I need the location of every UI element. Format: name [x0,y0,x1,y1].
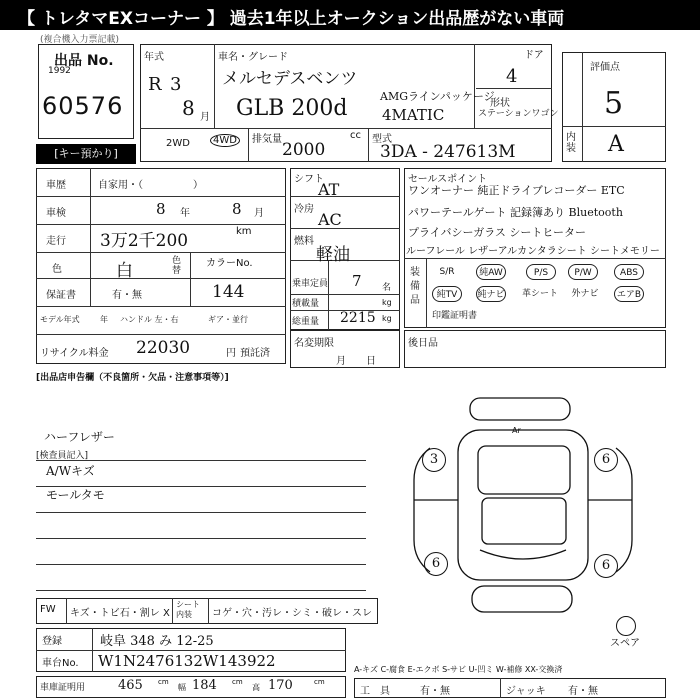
jack-value: 有・無 [568,686,598,697]
mileage: 3万2千200 [100,231,189,251]
equip-ext-navi: 外ナビ [571,289,599,299]
inspector-line-1: ハーフレザー [44,430,115,444]
doors: 4 [506,66,518,87]
report-header: [出品店申告欄（不良箇所・欠品・注意事項等）] [36,373,229,383]
plate-label: 登録 [42,636,62,647]
lot-note: (複合機入力票記載) [40,35,120,45]
sales-line-1: ワンオーナー 純正ドライブレコーダー ETC [408,184,625,197]
interior-grade: A [608,132,624,157]
ac: AC [318,210,342,229]
weight: 2215 [340,310,376,326]
drive-2wd: 2WD [166,138,190,149]
equip-tv: 純TV [432,286,462,302]
lot-sub: 1992 [48,66,71,76]
warranty-value: 有・無 [112,290,142,301]
equip-abs: ABS [614,264,644,280]
drive-type: 4MATIC [382,106,445,124]
damage-legend: A-キズ C-腐食 E-エクボ S-サビ U-凹ミ W-補修 XX-交換済 [354,665,563,674]
seal-label: 印鑑証明書 [432,311,478,321]
name-label: 車名・グレード [218,52,288,63]
grade-score: 5 [604,86,624,121]
color-no-label: カラーNo. [206,258,253,269]
year-label: 年式 [144,52,164,63]
recycle-unit: 円 [226,348,236,359]
name-change-label: 名変期限 [294,338,334,349]
load-label: 積載量 [292,299,320,309]
inspector-line-2: A/Wキズ [46,464,95,478]
displacement: 2000 [282,140,326,160]
width-value: 184 [192,678,217,693]
height-unit: cm [314,678,325,686]
shift-label: シフト [294,174,324,185]
seat-options: コゲ・穴・汚レ・シミ・破レ・スレ [212,608,372,619]
sales-line-3: プライバシーガラス シートヒーター [408,226,586,239]
year: 3 [170,74,182,95]
interior-label: 内装 [566,132,576,154]
seat-label: シート内装 [176,600,200,619]
fw-label: FW [40,604,56,615]
sales-line-2: パワーテールゲート 記録簿あり Bluetooth [408,206,623,219]
ar-label: Ar [512,426,521,435]
vehicle-name: メルセデスベンツ [222,69,358,89]
width-label: 幅 [178,683,186,692]
equip-navi: 純ナビ [476,286,506,302]
mark-fr-text: 6 [601,452,611,467]
lot-number: 60576 [42,92,124,120]
tools-label: 工 具 [360,686,390,697]
history-value: 自家用・（ ） [98,180,203,191]
handle-label: ハンドル 左・右 [120,315,179,324]
inspector-line-3: モールタモ [46,488,105,502]
inspection-month: 8 [232,200,242,218]
type-label: 型式 [372,134,392,145]
equip-ps: P/S [526,264,556,280]
grade-model: GLB 200d [236,96,348,121]
body-type: ステーションワゴン [478,109,559,119]
mileage-unit: km [236,226,252,237]
length-unit: cm [158,678,169,686]
ac-label: 冷房 [294,204,314,215]
equip-airbag: エアB [614,286,644,302]
month: 8 [182,96,195,120]
mark-fl-text: 3 [429,452,439,467]
mark-front-left [422,448,446,472]
later-label: 後日品 [408,338,438,349]
inspection-label: 車検 [46,208,66,219]
cert-label: 車庫証明用 [40,683,86,693]
mark-rear-right [594,554,618,578]
recycle-label: リサイクル料金 [40,348,109,359]
header-title: 【 トレタマEXコーナー 】 過去1年以上オークション出品歴がない車両 [18,9,565,29]
model-year-label: モデル年式 [40,315,80,324]
sales-line-4: ルーフレール レザーアルカンタラシート シートメモリー [406,246,660,257]
inspection-month-unit: 月 [254,208,264,219]
car-diagram [400,390,670,625]
key-status: [キー預かり] [36,144,136,164]
displacement-label: 排気量 [252,134,282,145]
later-box [404,330,666,368]
equip-aw: 純AW [476,264,506,280]
load-unit: kg [382,298,392,307]
tools-value: 有・無 [420,686,450,697]
body-label: 形状 [490,98,510,109]
capacity-label: 乗車定員 [292,279,329,289]
recycle-status: 預託済 [240,348,270,359]
equip-leather: 革シート [521,289,558,299]
fuel: 軽油 [316,245,350,265]
vin-value: W1N2476132W143922 [98,652,276,670]
inspector-label: [検査員記入] [36,451,89,461]
sales-label: セールスポイント [408,174,488,185]
color: 白 [116,261,133,281]
grade-note: AMGラインパッケージ [380,90,495,103]
shift: AT [318,180,340,199]
era: R [148,74,162,95]
month-unit: 月 [200,112,210,123]
model-year-unit: 年 [100,315,108,324]
grade-label: 評価点 [590,62,620,73]
spare-label: スペア [610,638,640,649]
mark-rear-left [424,552,448,576]
gear-label: ギア・並行 [208,315,248,324]
capacity: 7 [352,272,362,290]
mark-rl-text: 6 [431,556,441,571]
color-change-label: 色替 [172,256,182,276]
inspection-year-unit: 年 [180,208,190,219]
length-value: 465 [118,678,143,693]
vin-label: 車台No. [42,658,79,669]
inspection-year: 8 [156,200,166,218]
warranty-label: 保証書 [46,290,76,301]
plate-value: 岐阜 348 み 12-25 [100,634,214,649]
equip-pw: P/W [568,264,598,280]
name-change-unit: 月 日 [336,356,376,367]
color-no: 144 [212,282,245,302]
history-label: 車歴 [46,180,66,191]
model-code: 3DA - 247613M [380,142,516,162]
recycle-value: 22030 [136,338,191,358]
height-value: 170 [268,678,293,693]
jack-label: ジャッキ [506,686,546,697]
capacity-unit: 名 [382,283,392,293]
door-label: ドア [524,50,544,61]
weight-label: 総重量 [292,317,320,327]
drive-4wd [210,134,240,147]
height-label: 高 [252,683,260,692]
lot-label: 出品 No. [54,53,114,69]
cc-unit: cc [350,130,361,141]
fuel-label: 燃料 [294,236,314,247]
fw-options: キズ・トビ石・割レ X [70,608,170,619]
equip-sr: S/R [439,267,455,277]
width-unit: cm [232,678,243,686]
weight-unit: kg [382,314,392,323]
spare-circle [616,616,636,636]
color-label: 色 [52,264,62,275]
mark-front-right [594,448,618,472]
mark-rr-text: 6 [601,558,611,573]
equipment-label: 装備品 [410,267,420,306]
mileage-label: 走行 [46,236,66,247]
drive-4wd-circle: 4WD [210,134,240,147]
